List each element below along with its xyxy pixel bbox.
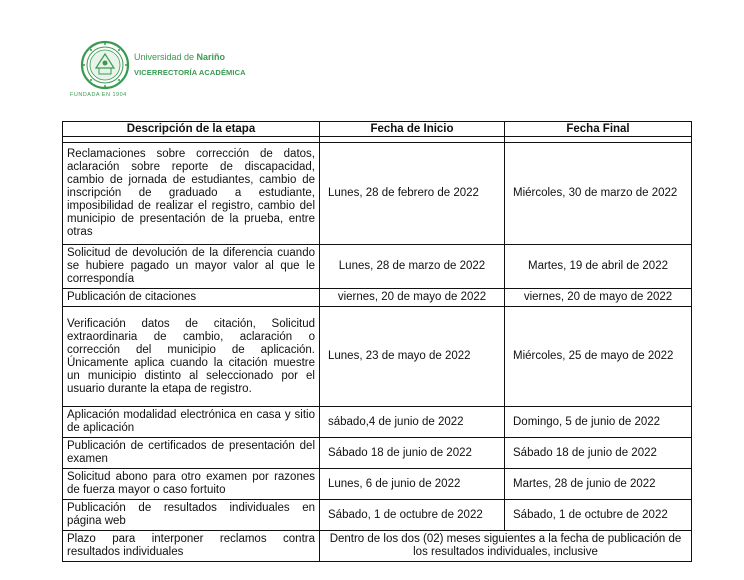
column-header-end-date: Fecha Final	[505, 122, 692, 137]
table-row	[63, 143, 692, 245]
stage-description: Verificación datos de citación, Solicitud extraordinaria de cambio, aclaración o corrección del municipio de aplicación. Únicamente aplica cuando la citación muestre un municipio distinto al seleccionado por el usuario durante la etapa de registro.	[63, 307, 320, 407]
stage-description: Aplicación modalidad electrónica en casa y sitio de aplicación	[63, 407, 320, 438]
table-row	[63, 469, 692, 500]
end-date: Sábado 18 de junio de 2022	[505, 438, 692, 469]
start-date: Lunes, 28 de febrero de 2022	[320, 143, 505, 245]
table-row	[63, 438, 692, 469]
end-date: Miércoles, 25 de mayo de 2022	[505, 307, 692, 407]
start-date: Lunes, 23 de mayo de 2022	[320, 307, 505, 407]
end-date: viernes, 20 de mayo de 2022	[505, 289, 692, 307]
merged-deadline-note: Dentro de los dos (02) meses siguientes a la fecha de publicación de los resultados individuales, inclusive	[320, 531, 692, 562]
end-date: Domingo, 5 de junio de 2022	[505, 407, 692, 438]
stage-description: Publicación de certificados de presentación del examen	[63, 438, 320, 469]
table-row	[63, 500, 692, 531]
stage-description: Reclamaciones sobre corrección de datos, aclaración sobre reporte de discapacidad, cambio de jornada de estudiantes, cambio de inscripción de graduado a estudiante, imposibilidad de realizar el registro, cambio del municipio de presentación de la prueba, entre otras	[63, 143, 320, 245]
table-header-row	[63, 122, 692, 137]
vicerrectoria-label: VICERRECTORÍA ACADÉMICA	[134, 68, 246, 77]
schedule-table-container	[62, 121, 691, 562]
founded-label: FUNDADA EN 1904	[70, 92, 127, 98]
start-date: Sábado 18 de junio de 2022	[320, 438, 505, 469]
end-date: Sábado, 1 de octubre de 2022	[505, 500, 692, 531]
column-header-description: Descripción de la etapa	[63, 122, 320, 137]
end-date: Miércoles, 30 de marzo de 2022	[505, 143, 692, 245]
institution-header	[70, 38, 270, 102]
stage-description: Plazo para interponer reclamos contra resultados individuales	[63, 531, 320, 562]
start-date: Lunes, 28 de marzo de 2022	[320, 245, 505, 289]
table-row	[63, 245, 692, 289]
stage-description: Publicación de resultados individuales en página web	[63, 500, 320, 531]
university-name: Universidad de Nariño	[134, 52, 226, 62]
start-date: Lunes, 6 de junio de 2022	[320, 469, 505, 500]
end-date: Martes, 19 de abril de 2022	[505, 245, 692, 289]
stage-description: Publicación de citaciones	[63, 289, 320, 307]
university-seal-logo	[80, 40, 130, 90]
start-date: sábado,4 de junio de 2022	[320, 407, 505, 438]
stage-description: Solicitud abono para otro examen por razones de fuerza mayor o caso fortuito	[63, 469, 320, 500]
schedule-table	[62, 121, 692, 562]
table-row	[63, 407, 692, 438]
table-row	[63, 307, 692, 407]
start-date: viernes, 20 de mayo de 2022	[320, 289, 505, 307]
start-date: Sábado, 1 de octubre de 2022	[320, 500, 505, 531]
column-header-start-date: Fecha de Inicio	[320, 122, 505, 137]
stage-description: Solicitud de devolución de la diferencia cuando se hubiere pagado un mayor valor al que le correspondía	[63, 245, 320, 289]
table-row	[63, 289, 692, 307]
table-row	[63, 531, 692, 562]
end-date: Martes, 28 de junio de 2022	[505, 469, 692, 500]
